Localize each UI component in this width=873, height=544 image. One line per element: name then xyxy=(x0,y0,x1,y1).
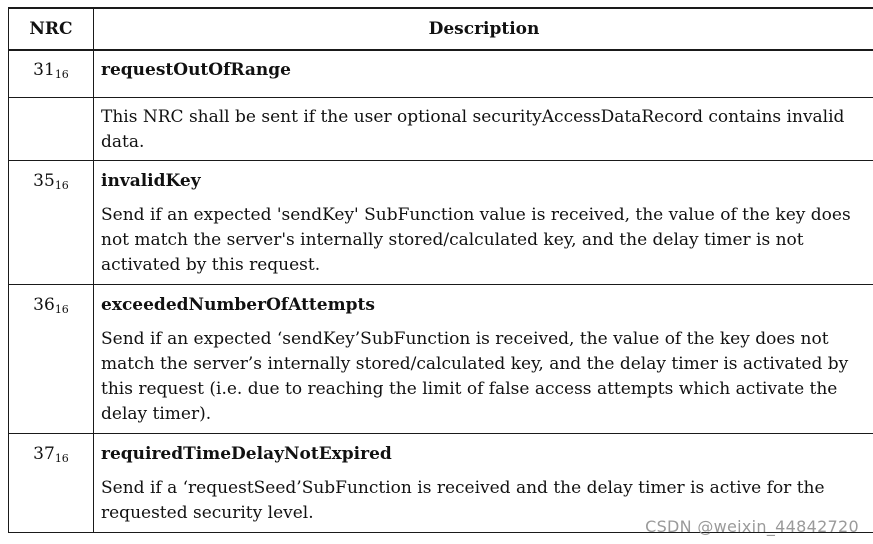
nrc-description: Send if an expected ‘sendKey’SubFunction is received, the value of the key does not match the server’s internally stored/calculated key, and the delay timer is activated by this request (i.e. due to reaching the limit of false access attempts which activate the delay timer). xyxy=(101,329,849,424)
nrc-table xyxy=(8,7,873,533)
description-text-cell xyxy=(94,98,873,161)
nrc-name: exceededNumberOfAttempts xyxy=(101,295,375,315)
nrc-code: 37 xyxy=(33,444,55,464)
header-description: Description xyxy=(94,8,873,50)
nrc-description: Send if an expected 'sendKey' SubFunction value is received, the value of the key does not match the server's internally stored/calculated key, and the delay timer is not activated by this request. xyxy=(101,205,851,275)
nrc-name: invalidKey xyxy=(101,171,201,191)
nrc-code-cell xyxy=(9,285,94,434)
table-row xyxy=(9,98,873,161)
description-cell xyxy=(94,285,873,434)
nrc-code-base: 16 xyxy=(54,452,69,465)
description-cell xyxy=(94,161,873,285)
nrc-code-base: 16 xyxy=(54,179,69,192)
header-nrc: NRC xyxy=(9,8,94,50)
table-row xyxy=(9,161,873,285)
nrc-description: Send if a ‘requestSeed’SubFunction is received and the delay timer is active for the requested security level. xyxy=(101,478,825,523)
nrc-code: 31 xyxy=(33,60,55,80)
nrc-code-cell xyxy=(9,434,94,533)
nrc-code-cell xyxy=(9,50,94,98)
table-row xyxy=(9,50,873,98)
nrc-code-cell xyxy=(9,161,94,285)
nrc-code-cell-empty xyxy=(9,98,94,161)
nrc-code-base: 16 xyxy=(54,303,69,316)
table-header-row xyxy=(9,8,873,50)
table-row xyxy=(9,285,873,434)
nrc-code-base: 16 xyxy=(54,68,69,81)
nrc-description: This NRC shall be sent if the user optional securityAccessDataRecord contains invalid data. xyxy=(101,107,845,152)
watermark: CSDN @weixin_44842720 xyxy=(645,517,859,536)
description-name-cell xyxy=(94,50,873,98)
nrc-code: 36 xyxy=(33,295,55,315)
nrc-name: requiredTimeDelayNotExpired xyxy=(101,444,392,464)
nrc-code: 35 xyxy=(33,171,55,191)
nrc-name: requestOutOfRange xyxy=(101,60,291,80)
